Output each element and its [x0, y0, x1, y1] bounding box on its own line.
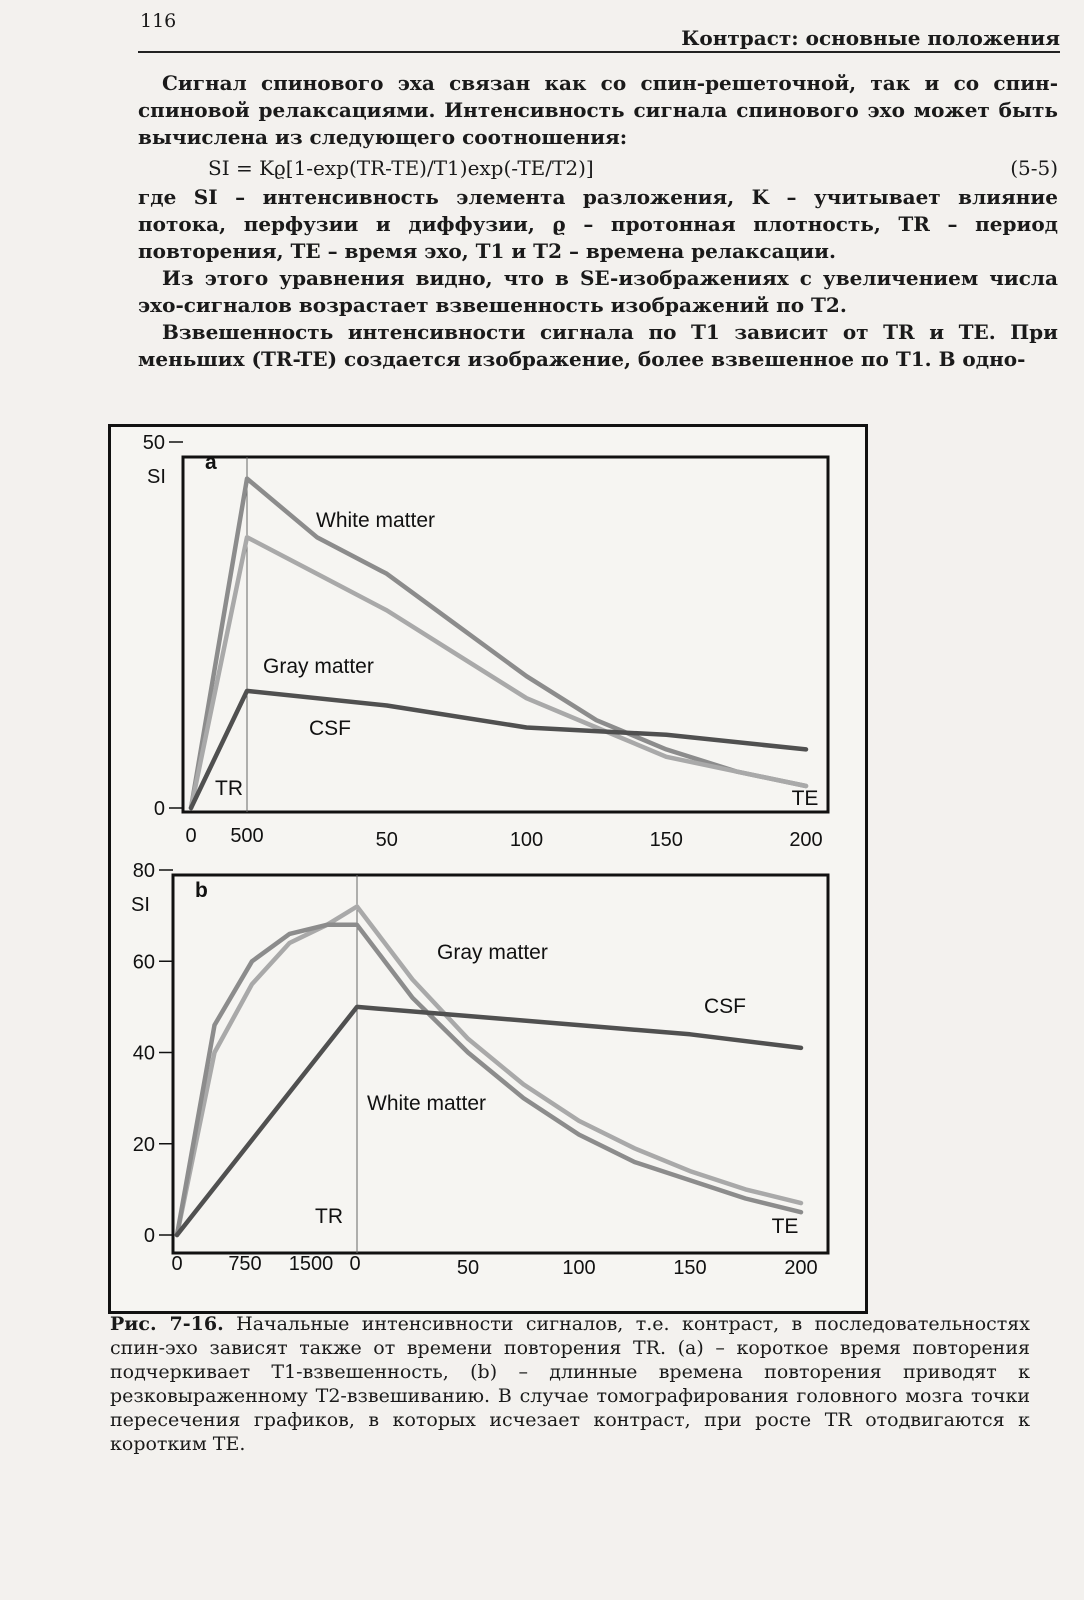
panel-a-series-white-matter-label: White matter	[316, 509, 436, 532]
page-number: 116	[140, 10, 177, 32]
panel-b-y-tick-label: 40	[132, 1042, 155, 1065]
panel-b-y-tick-label: 60	[132, 951, 155, 974]
paragraph-3: Из этого уравнения видно, что в SE-изображениях с увеличением числа эхо-сигналов возрастает взвешенность изображений по T2.	[138, 266, 1058, 317]
panel-b-panel-label: b	[195, 879, 208, 902]
panel-b-te-tick-label: 150	[673, 1257, 707, 1279]
panel-b-y-tick-label: 0	[143, 1225, 155, 1247]
panel-b-series-gray-matter-label: Gray matter	[437, 941, 548, 964]
panel-b-y-tick-label: 80	[132, 860, 155, 882]
panel-a-te-tick-label: 200	[789, 829, 823, 851]
panel-b-tr-axis-label: TR	[315, 1205, 343, 1228]
panel-b-tr-tick-label: 1500	[288, 1253, 334, 1275]
panel-a-te-tick-label: 150	[649, 829, 683, 851]
panel-b-te-tick-label: 50	[456, 1257, 480, 1279]
panel-a-series-csf-line	[191, 691, 806, 808]
paragraph-4: Взвешенность интенсивности сигнала по T1 зависит от TR и TE. При меньших (TR-TE) создается изображение, более взвешенное по T1. В одно-	[138, 320, 1058, 371]
panel-a-series-csf-label: CSF	[309, 717, 351, 740]
panel-a-tr-tick-label: 500	[230, 825, 264, 847]
formula: SI = Kϱ[1-exp(TR-TE)/T1)exp(-TE/T2)]	[208, 156, 594, 180]
panel-b-te-axis-label: TE	[771, 1215, 799, 1238]
caption-label: Рис. 7-16.	[110, 1313, 224, 1335]
panel-a-series-gray-matter-label: Gray matter	[263, 655, 374, 678]
panel-a-panel-label: a	[205, 451, 217, 474]
figure	[108, 424, 868, 1314]
panel-a-tr-axis-label: TR	[215, 777, 243, 800]
panel-a-te-tick-label: 50	[375, 829, 398, 851]
panel-b-y-axis-label: SI	[131, 894, 150, 916]
panel-b-series-csf-label: CSF	[704, 995, 746, 1018]
paragraph-2: где SI – интенсивность элемента разложения, K – учитывает влияние потока, перфузии и диффузии, ϱ – протонная плотность, TR – период повторения, TE – время эхо, T1 и T2 – времена релаксации.	[138, 185, 1058, 263]
caption-text: Начальные интенсивности сигналов, т.е. контраст, в последовательностях спин-эхо зависят также от времени повторения TR. (a) – короткое время повторения подчеркивает T1-взвешенность, (b) – длинные времена повторения приводят к резковыраженному T2-взвешиванию. В случае томографирования головного мозга точки пересечения графиков, в которых исчезает контраст, при росте TR отодвигаются к коротким TE.	[110, 1313, 1030, 1455]
panel-b-y-tick-label: 20	[132, 1133, 155, 1156]
figure-chart-svg	[111, 427, 865, 1311]
header-rule	[138, 51, 1060, 53]
panel-b-tr-tick-label: 0	[349, 1253, 361, 1275]
panel-a-y-tick-label: 0	[153, 798, 165, 820]
paragraph-1: Сигнал спинового эха связан как со спин-решеточной, так и со спин-спиновой релаксациями. Интенсивность сигнала спинового эхо может быть вычислена из следующего соотношения:	[138, 71, 1058, 149]
figure-caption	[110, 1312, 1030, 1456]
panel-b-series-white-matter-line	[177, 925, 801, 1235]
panel-b-te-tick-label: 200	[784, 1257, 818, 1279]
panel-b-tr-tick-label: 750	[228, 1253, 262, 1275]
body-text	[138, 70, 1058, 373]
panel-b-te-tick-label: 100	[562, 1257, 596, 1279]
panel-a-y-axis-label: SI	[147, 466, 166, 488]
panel-a-te-axis-label: TE	[791, 787, 819, 810]
formula-number: (5-5)	[1010, 156, 1058, 180]
panel-a-plot-frame	[183, 457, 828, 812]
panel-a-y-tick-label: 50	[142, 432, 165, 454]
panel-a-series-white-matter-line	[191, 479, 806, 808]
running-head: Контраст: основные положения	[681, 26, 1060, 50]
panel-b-series-white-matter-label: White matter	[367, 1092, 487, 1115]
panel-a-te-tick-label: 100	[509, 829, 544, 851]
panel-b-tr-tick-label: 0	[171, 1253, 183, 1275]
panel-a-tr-tick-label: 0	[185, 825, 197, 847]
formula-row	[138, 155, 1058, 182]
panel-b-series-csf-line	[177, 1007, 801, 1235]
